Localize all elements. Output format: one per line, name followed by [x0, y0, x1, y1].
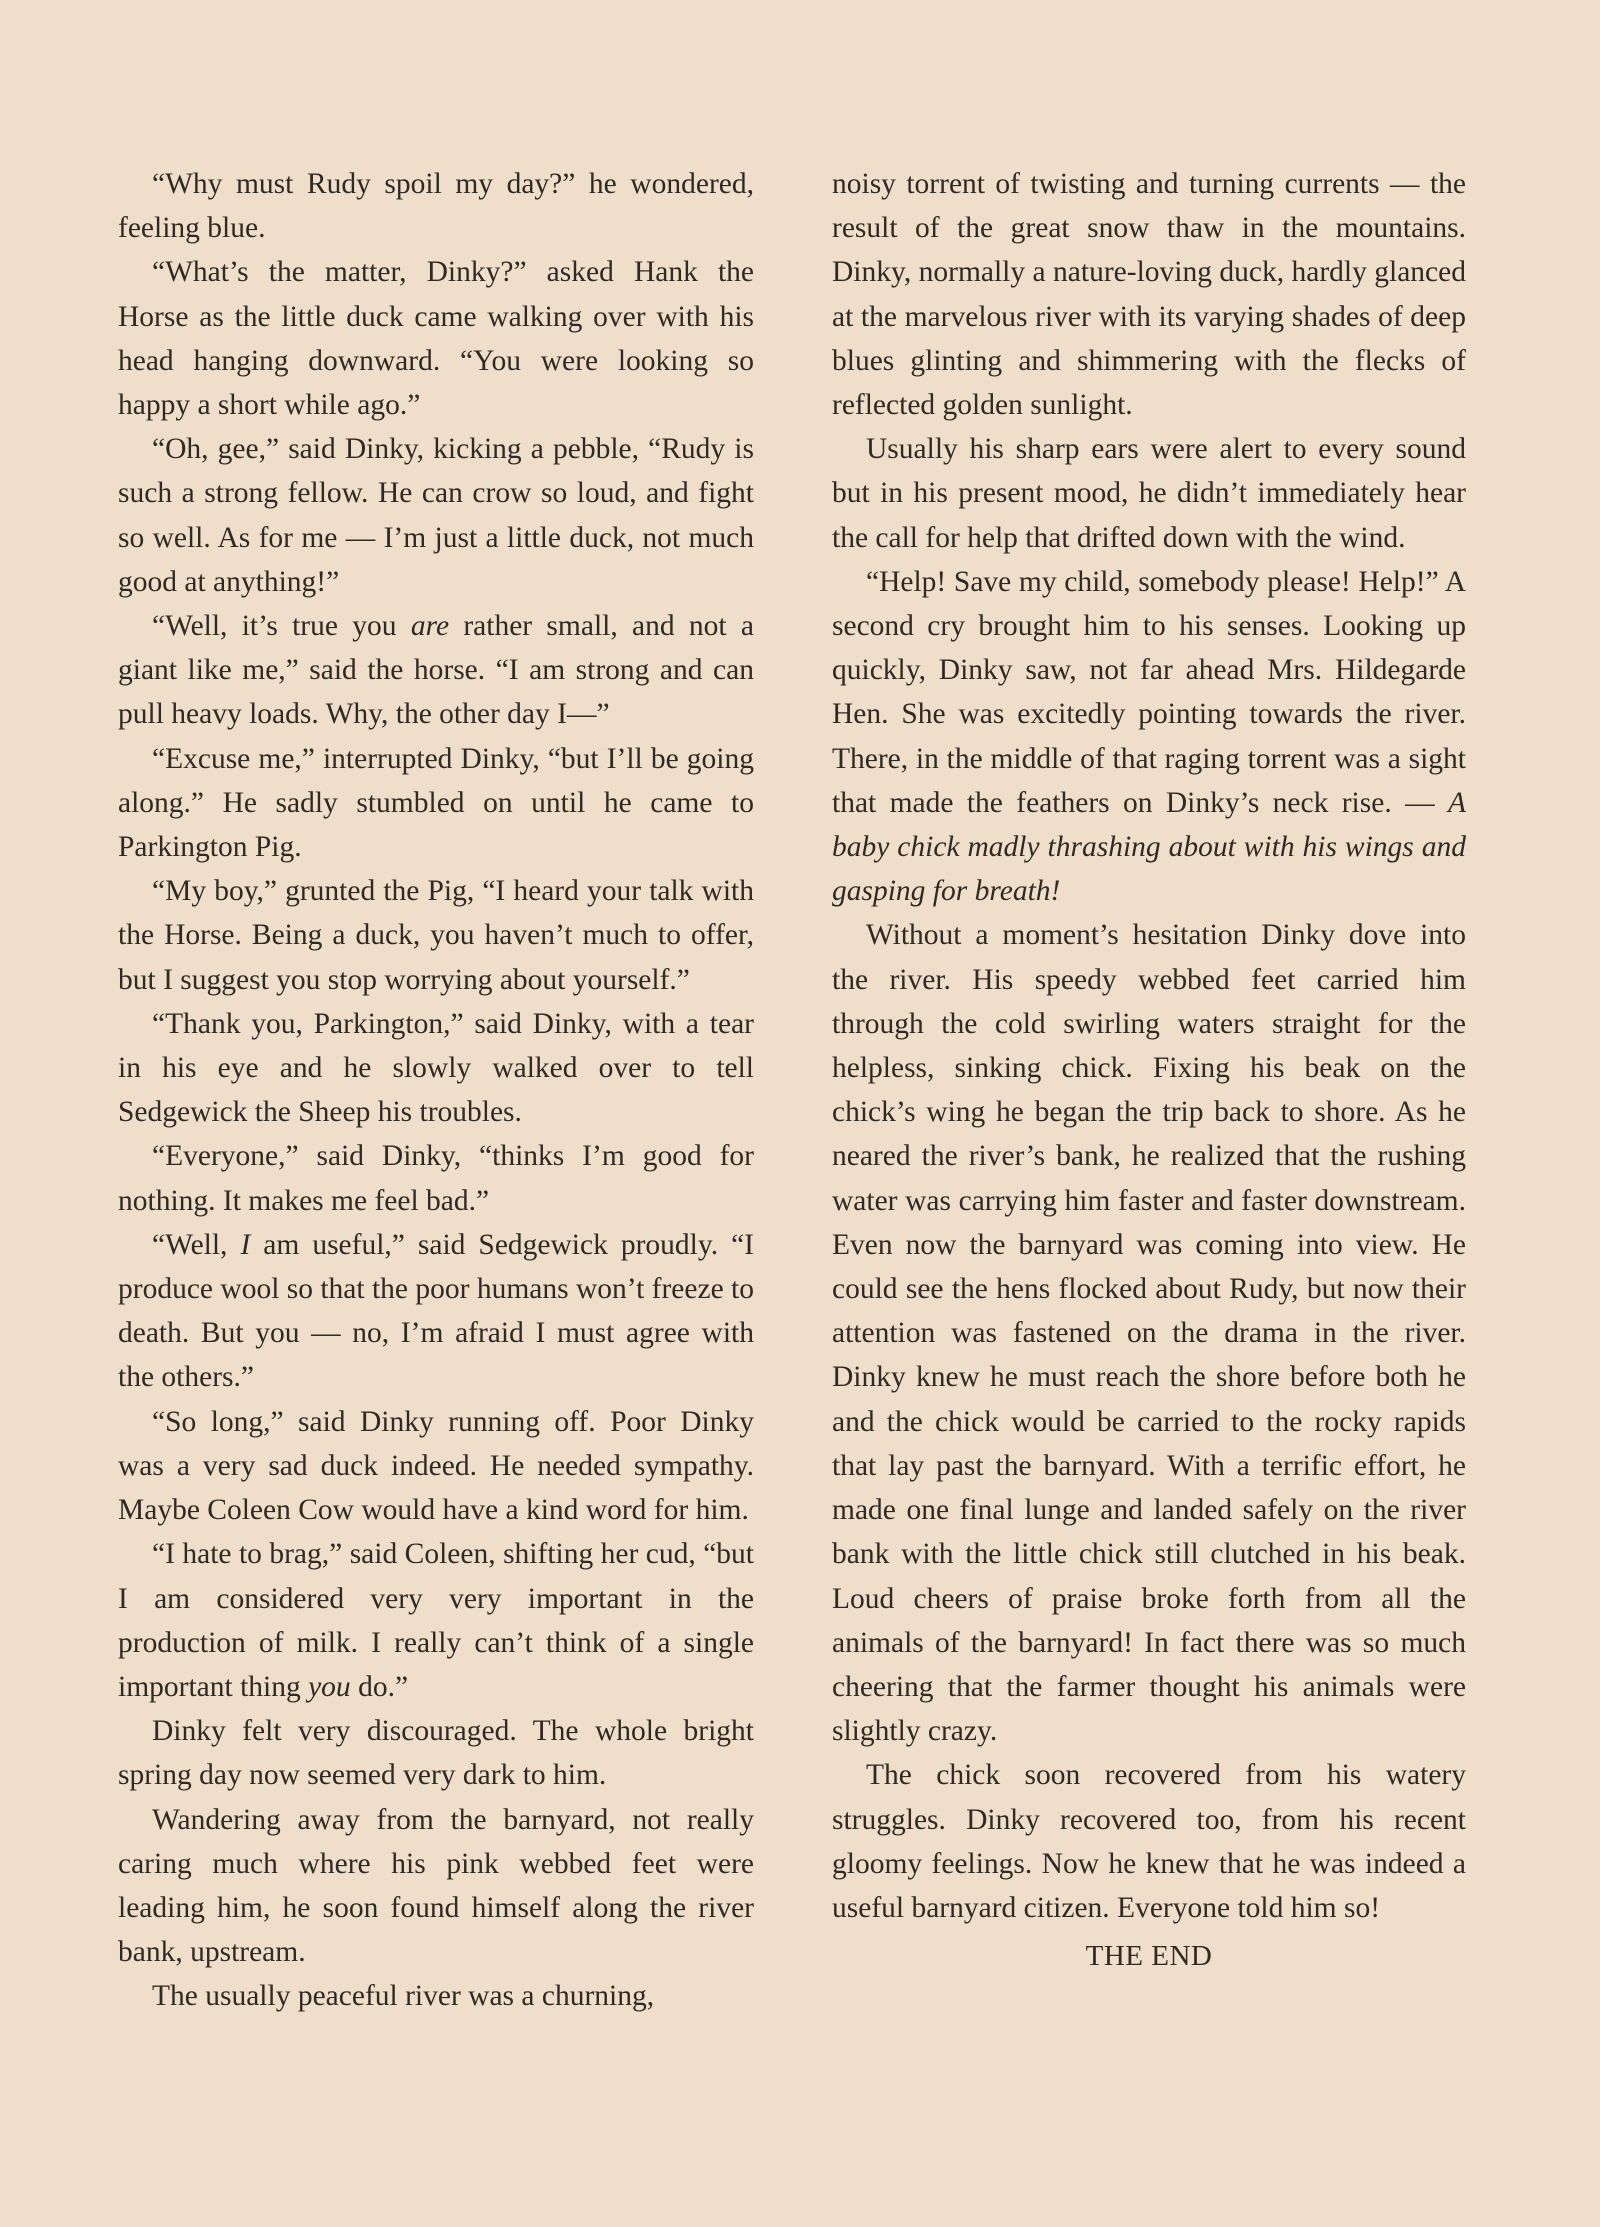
paragraph: “What’s the matter, Dinky?” asked Hank the Horse as the little duck came walking over with his head hanging downward. “You were looking so happy a short while ago.” — [118, 256, 754, 422]
paragraph: “Help! Save my child, somebody please! Help!” A second cry brought him to his senses. Looking up quickly, Dinky saw, not far ahead Mrs. Hildegarde Hen. She was excitedly pointing towards the river. There, in the middle of that raging torrent was a sight that made the feathers on Dinky’s neck rise. — A baby chick madly thrashing about with his wings and gasping for breath! — [832, 565, 1466, 908]
paragraph: The chick soon recovered from his watery struggles. Dinky recovered too, from his recent gloomy feelings. Now he knew that he was indeed a useful barnyard citizen. Everyone told him so! — [832, 1759, 1466, 1924]
paragraph: “Thank you, Parkington,” said Dinky, with a tear in his eye and he slowly walked over to tell Sedgewick the Sheep his troubles. — [118, 1007, 754, 1129]
paragraph: “Well, it’s true you are rather small, and not a giant like me,” said the horse. “I am strong and can pull heavy loads. Why, the other day I—” — [118, 610, 754, 731]
paragraph: “Excuse me,” interrupted Dinky, “but I’ll be going along.” He sadly stumbled on until he came to Parkington Pig. — [118, 742, 754, 864]
the-end-label: THE END — [1085, 1940, 1213, 1973]
paragraph: noisy torrent of twisting and turning currents — the result of the great snow thaw in the mountains. Dinky, normally a nature-loving duck, hardly glanced at the marvelous river with its varying shades of deep blues glinting and shimmering with the flecks of reflected golden sunlight. — [832, 168, 1466, 422]
right-column — [832, 162, 1466, 1978]
paragraph: “Oh, gee,” said Dinky, kicking a pebble, “Rudy is such a strong fellow. He can crow so loud, and fight so well. As for me — I’m just a little duck, not much good at anything!” — [118, 433, 754, 598]
paragraph: Dinky felt very discouraged. The whole bright spring day now seemed very dark to him. — [118, 1715, 754, 1792]
paragraph: “I hate to brag,” said Coleen, shifting her cud, “but I am considered very very important in the production of milk. I really can’t think of a single important thing you do.” — [118, 1538, 754, 1703]
paragraph: Usually his sharp ears were alert to every sound but in his present mood, he didn’t immediately hear the call for help that drifted down with the wind. — [832, 433, 1466, 554]
paragraph: “Everyone,” said Dinky, “thinks I’m good for nothing. It makes me feel bad.” — [118, 1140, 754, 1217]
paragraph: “Why must Rudy spoil my day?” he wondered, feeling blue. — [118, 168, 754, 245]
paragraph: “My boy,” grunted the Pig, “I heard your talk with the Horse. Being a duck, you haven’t much to offer, but I suggest you stop worrying about yourself.” — [118, 875, 754, 996]
paragraph: “Well, I am useful,” said Sedgewick proudly. “I produce wool so that the poor humans won’t freeze to death. But you — no, I’m afraid I must agree with the others.” — [118, 1228, 754, 1394]
paragraph: “So long,” said Dinky running off. Poor Dinky was a very sad duck indeed. He needed sympathy. Maybe Coleen Cow would have a kind word for him. — [118, 1405, 754, 1527]
paragraph: The usually peaceful river was a churning, — [152, 1980, 655, 2013]
left-column — [118, 162, 754, 2019]
paragraph: Without a moment’s hesitation Dinky dove into the river. His speedy webbed feet carried him through the cold swirling waters straight for the helpless, sinking chick. Fixing his beak on the chick’s wing he began the trip back to shore. As he neared the river’s bank, he realized that the rushing water was carrying him faster and faster downstream. Even now the barnyard was coming into view. He could see the hens flocked about Rudy, but now their attention was fastened on the drama in the river. Dinky knew he must reach the shore before both he and the chick would be carried to the rocky rapids that lay past the barnyard. With a terrific effort, he made one final lunge and landed safely on the river bank with the little chick still clutched in his beak. Loud cheers of praise broke forth from all the animals of the barnyard! In fact there was so much cheering that the farmer thought his animals were slightly crazy. — [832, 919, 1466, 1748]
paragraph: Wandering away from the barnyard, not really caring much where his pink webbed feet were leading him, he soon found himself along the river bank, upstream. — [118, 1803, 754, 1969]
